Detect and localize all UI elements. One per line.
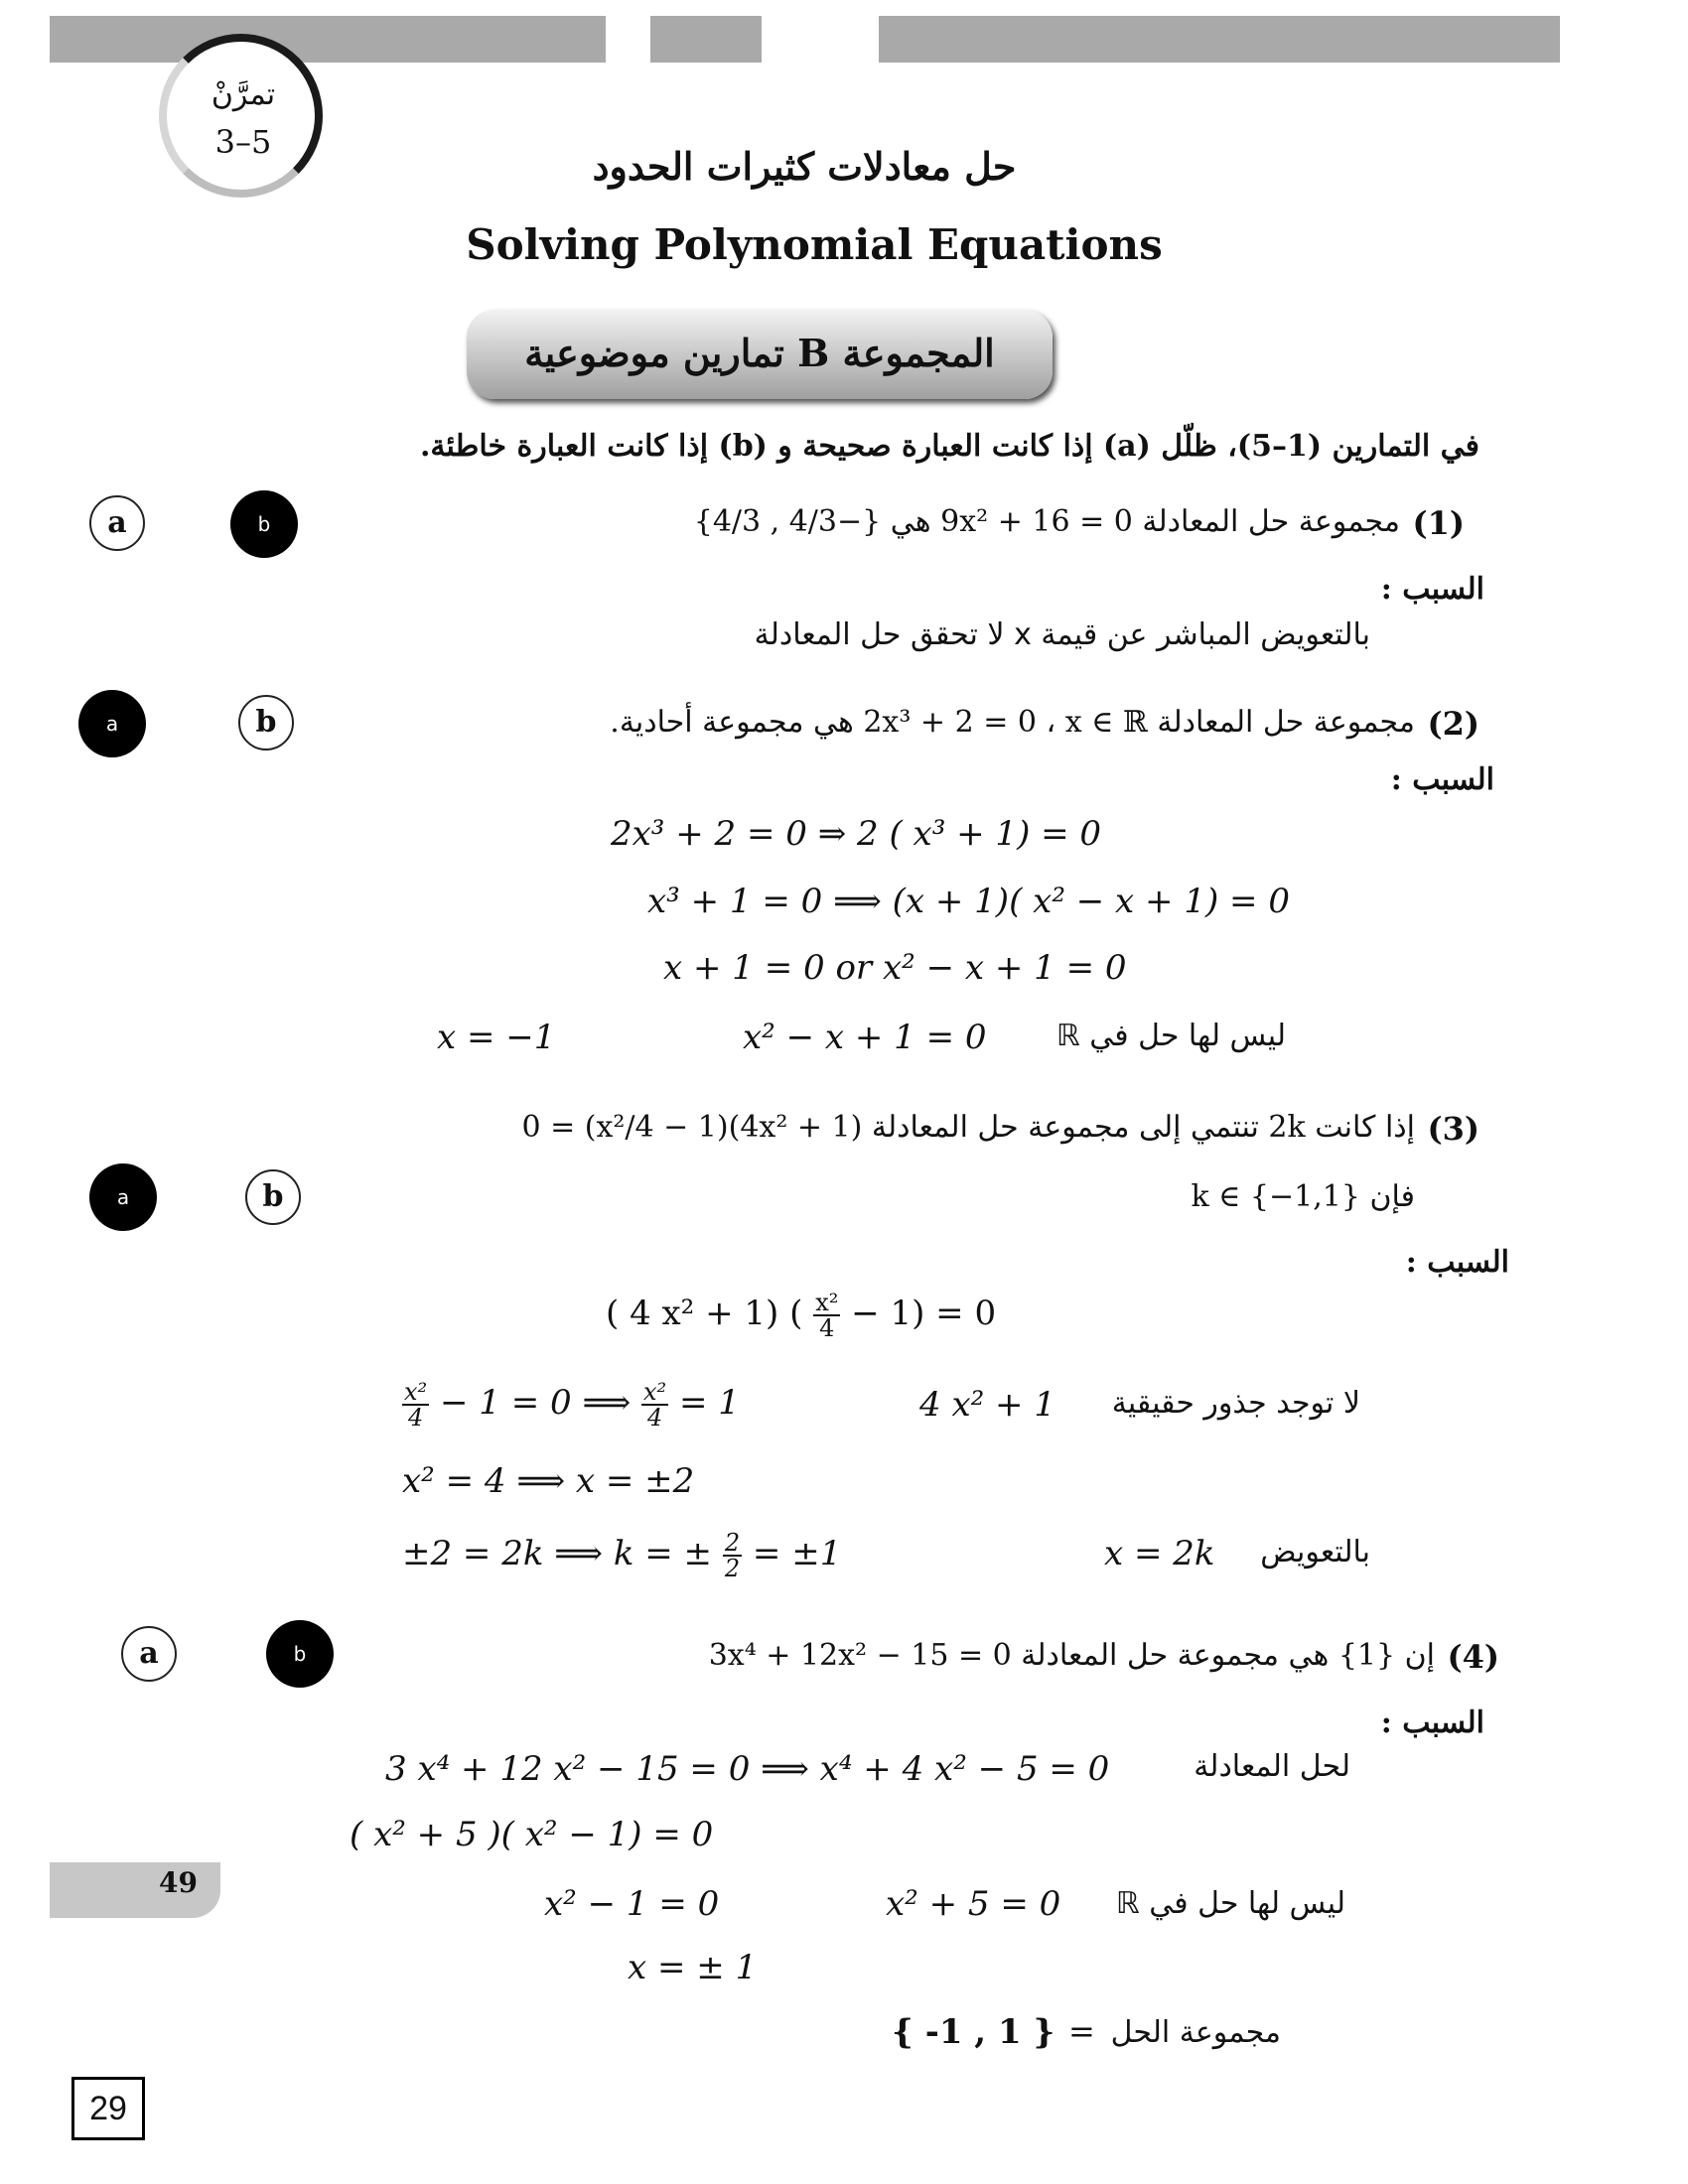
group-banner: المجموعة B تمارين موضوعية [467, 310, 1053, 399]
q3-no-real-roots: لا توجد جذور حقيقية [1111, 1386, 1360, 1421]
q4-statement: إن {1} هي مجموعة حل المعادلة 3x⁴ + 12x² − 15 = 0 [708, 1638, 1435, 1673]
page-number-tab-value: 49 [159, 1866, 198, 1899]
page-number-box: 29 [71, 2077, 145, 2140]
header-bar-right [879, 16, 1560, 63]
q3-substitution-text: بالتعويض [1260, 1535, 1370, 1570]
q3-line-3: ±2 = 2k ⟹ k = ± $\frac{2}{2}$ = ±1 [402, 1529, 842, 1582]
q4-line-4: x = ± 1 [628, 1948, 758, 1987]
q4-line-3a: x² − 1 = 0 [544, 1884, 720, 1924]
q1-option-b-shaded[interactable]: b [230, 490, 298, 558]
q3-line1-frac-b: $\frac{\text{x²}}{4}$ [643, 1378, 667, 1432]
q2-reason-label: السبب : [1390, 762, 1494, 797]
q3-main-fraction: $\frac{\text{x²}}{4}$ [815, 1289, 839, 1342]
q4-solution-set: { -1 , 1 } [892, 2012, 1055, 2052]
q3-main-equation [606, 1291, 996, 1340]
q2-number: (2) [1427, 705, 1479, 743]
q3-line1-frac-a: $\frac{\text{x²}}{4}$ [404, 1378, 428, 1432]
q3-line-1: $\frac{\text{x²}}{4}$ − 1 = 0 ⟹ $\frac{\text{x²}}{4}$ = 1 [404, 1378, 740, 1432]
lesson-title-arabic: حل معادلات كثيرات الحدود [592, 144, 1017, 189]
header-bar-middle [650, 16, 762, 63]
q2-statement: مجموعة حل المعادلة 2x³ + 2 = 0 ، x ∈ ℝ هي مجموعة أحادية. [610, 705, 1415, 740]
q4-solve-text: لحل المعادلة [1194, 1749, 1350, 1784]
q4-line-3b: x² + 5 = 0 [886, 1884, 1061, 1924]
q3-option-a-shaded[interactable]: a [89, 1163, 157, 1231]
q2-step-2: x³ + 1 = 0 ⟹ (x + 1)( x² − x + 1) = 0 [647, 882, 1290, 921]
q4-option-b-shaded[interactable]: b [266, 1620, 334, 1688]
q3-option-b[interactable]: b [245, 1169, 301, 1225]
q4-equals: = [1068, 2012, 1095, 2050]
q1-answer: بالتعويض المباشر عن قيمة x لا تحقق حل المعادلة [754, 617, 1370, 652]
q3-conclusion: فإن k ∈ {−1,1} [1191, 1179, 1415, 1214]
q3-main-right: − 1) = 0 [851, 1294, 997, 1333]
q3-statement: إذا كانت 2k تنتمي إلى مجموعة حل المعادلة (4x² + 1)(x²/4 − 1) = 0 [521, 1110, 1415, 1145]
badge-word: تمرَّنْ [211, 77, 276, 112]
q2-option-b[interactable]: b [238, 695, 294, 751]
q3-line-2: x² = 4 ⟹ x = ±2 [402, 1461, 695, 1501]
q3-main-left: ( 4 x² + 1) ( [606, 1294, 803, 1333]
badge-number: 3–5 [214, 123, 272, 161]
q3-reason-label: السبب : [1405, 1245, 1509, 1280]
q2-step-1: 2x³ + 2 = 0 ⇒ 2 ( x³ + 1) = 0 [611, 814, 1102, 854]
q2-no-solution-text: ليس لها حل في ℝ [1055, 1019, 1286, 1053]
q2-root: x = −1 [437, 1018, 556, 1057]
q4-option-a[interactable]: a [121, 1626, 177, 1682]
q2-step-3: x + 1 = 0 or x² − x + 1 = 0 [663, 948, 1127, 988]
q3-line3-fraction: $\frac{2}{2}$ [724, 1529, 741, 1582]
q4-solution-label: مجموعة الحل [1110, 2015, 1281, 2050]
header-bar-left [50, 16, 606, 63]
q4-line-2: ( x² + 5 )( x² − 1) = 0 [350, 1815, 714, 1854]
practice-badge [159, 34, 323, 198]
q1-number: (1) [1412, 504, 1465, 542]
q2-no-solution-eq: x² − x + 1 = 0 [743, 1018, 987, 1057]
q1-option-a[interactable]: a [89, 495, 145, 551]
q3-substitution-expr: x = 2k [1104, 1534, 1215, 1573]
q1-statement: مجموعة حل المعادلة 9x² + 16 = 0 هي {−4/3 , 4/3} [693, 504, 1400, 539]
q4-number: (4) [1447, 1638, 1499, 1676]
q4-no-solution-text: ليس لها حل في ℝ [1115, 1886, 1345, 1921]
q3-expr-4x2: 4 x² + 1 [919, 1385, 1055, 1425]
q4-line-1: 3 x⁴ + 12 x² − 15 = 0 ⟹ x⁴ + 4 x² − 5 = 0 [385, 1749, 1110, 1789]
q1-reason-label: السبب : [1380, 572, 1484, 607]
q4-reason-label: السبب : [1380, 1706, 1484, 1740]
q3-number: (3) [1427, 1110, 1479, 1148]
instructions: في التمارين (1–5)، ظلّل (a) إذا كانت العبارة صحيحة و (b) إذا كانت العبارة خاطئة. [419, 429, 1479, 464]
q2-option-a-shaded[interactable]: a [78, 690, 146, 757]
lesson-title-english: Solving Polynomial Equations [466, 220, 1163, 269]
